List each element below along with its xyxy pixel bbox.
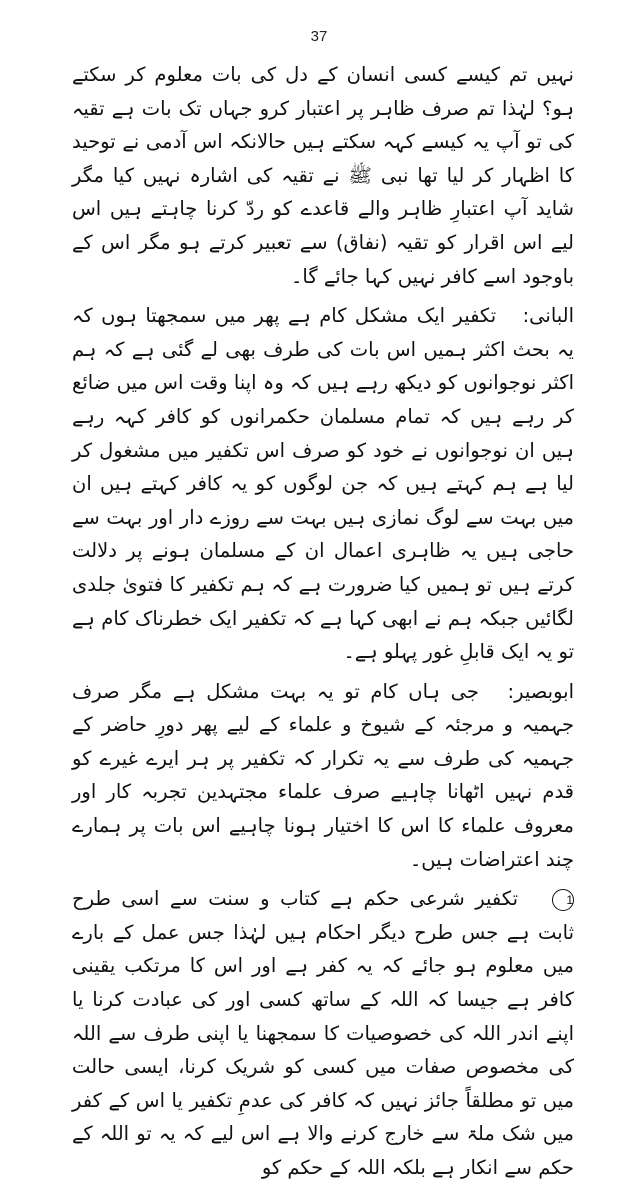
paragraph-point-1 [72, 882, 574, 1184]
paragraph-text: تکفیر شرعی حکم ہے کتاب و سنت سے اسی طرح ثابت ہے جس طرح دیگر احکام ہیں لہٰذا جس عمل کے بارے میں معلوم ہو جائے کہ یہ کفر ہے اور اس کا مرتکب یقینی کافر ہے جیسا کہ اللہ کے ساتھ کسی اور کی عبادت کرنا یا اپنے اندر اللہ کی خصوصیات کا سمجھنا یا اپنی طرف سے اللہ کی مخصوص صفات میں کسی کو شریک کرنا، ایسی حالت میں تو مطلقاً جائز نہیں کہ کافر کی عدمِ تکفیر یا اس کے کفر میں شک ملۃ سے خارج کرنے والا ہے اس لیے کہ یہ تو اللہ کے حکم سے انکار ہے بلکہ اللہ کے حکم کو [72, 887, 574, 1179]
paragraph-text: تکفیر ایک مشکل کام ہے پھر میں سمجھتا ہوں کہ یہ بحث اکثر ہمیں اس بات کی طرف بھی لے گئی ہے کہ ہم اکثر نوجوانوں کو دیکھ رہے ہیں کہ وہ اپنا وقت اس میں ضائع کر رہے ہیں کہ تمام مسلمان حکمرانوں کو کافر کہہ رہے ہیں ان نوجوانوں نے خود کو صرف اس تکفیر میں مشغول کر لیا ہے ہم کہتے ہیں کہ جن لوگوں کو یہ کافر کہتے ہیں ان میں بہت سے لوگ نمازی ہیں بہت سے روزے دار اور بہت سے حاجی ہیں یہ ظاہری اعمال ان کے مسلمان ہونے پر دلالت کرتے ہیں تو ہمیں کیا ضرورت ہے کہ ہم تکفیر کا فتویٰ جلدی لگائیں جبکہ ہم نے ابھی کہا ہے کہ تکفیر ایک خطرناک کام ہے تو یہ ایک قابلِ غور پہلو ہے۔ [72, 304, 574, 664]
speaker-label: البانی: [522, 304, 574, 328]
paragraph-intro [72, 58, 574, 293]
paragraph-text: جی ہاں کام تو یہ بہت مشکل ہے مگر صرف جہمیہ و مرجئہ کے شیوخ و علماء کے لیے پھر دورِ حاضر کے جہمیہ کی طرف سے یہ تکرار کہ تکفیر پر ہر ایرے غیرے کو قدم نہیں اٹھانا چاہیے صرف علماء مجتہدین تجربہ کار اور معروف علماء کا اس کا اختیار ہونا چاہیے اس بات پر ہمارے چند اعتراضات ہیں۔ [72, 679, 574, 871]
page-body [72, 58, 574, 1185]
paragraph-albani [72, 299, 574, 669]
paragraph-abu-basir [72, 675, 574, 877]
page-number: 37 [310, 28, 328, 45]
speaker-label: ابوبصیر: [507, 679, 575, 703]
point-number-badge: 1 [552, 889, 574, 911]
paragraph-text: نہیں تم کیسے کسی انسان کے دل کی بات معلوم کر سکتے ہو؟ لہٰذا تم صرف ظاہر پر اعتبار کرو جہاں تک بات ہے تقیہ کی تو آپ یہ کیسے کہہ سکتے ہیں حالانکہ اس آدمی نے توحید کا اظہار کر لیا تھا نبی ﷺ نے تقیہ کی اشارہ نہیں کیا مگر شاید آپ اعتبارِ ظاہر والے قاعدے کو ردّ کرنا چاہتے ہیں اس لیے اس اقرار کو تقیہ (نفاق) سے تعبیر کرتے ہو مگر اس کے باوجود اسے کافر نہیں کہا جائے گا۔ [72, 63, 574, 288]
